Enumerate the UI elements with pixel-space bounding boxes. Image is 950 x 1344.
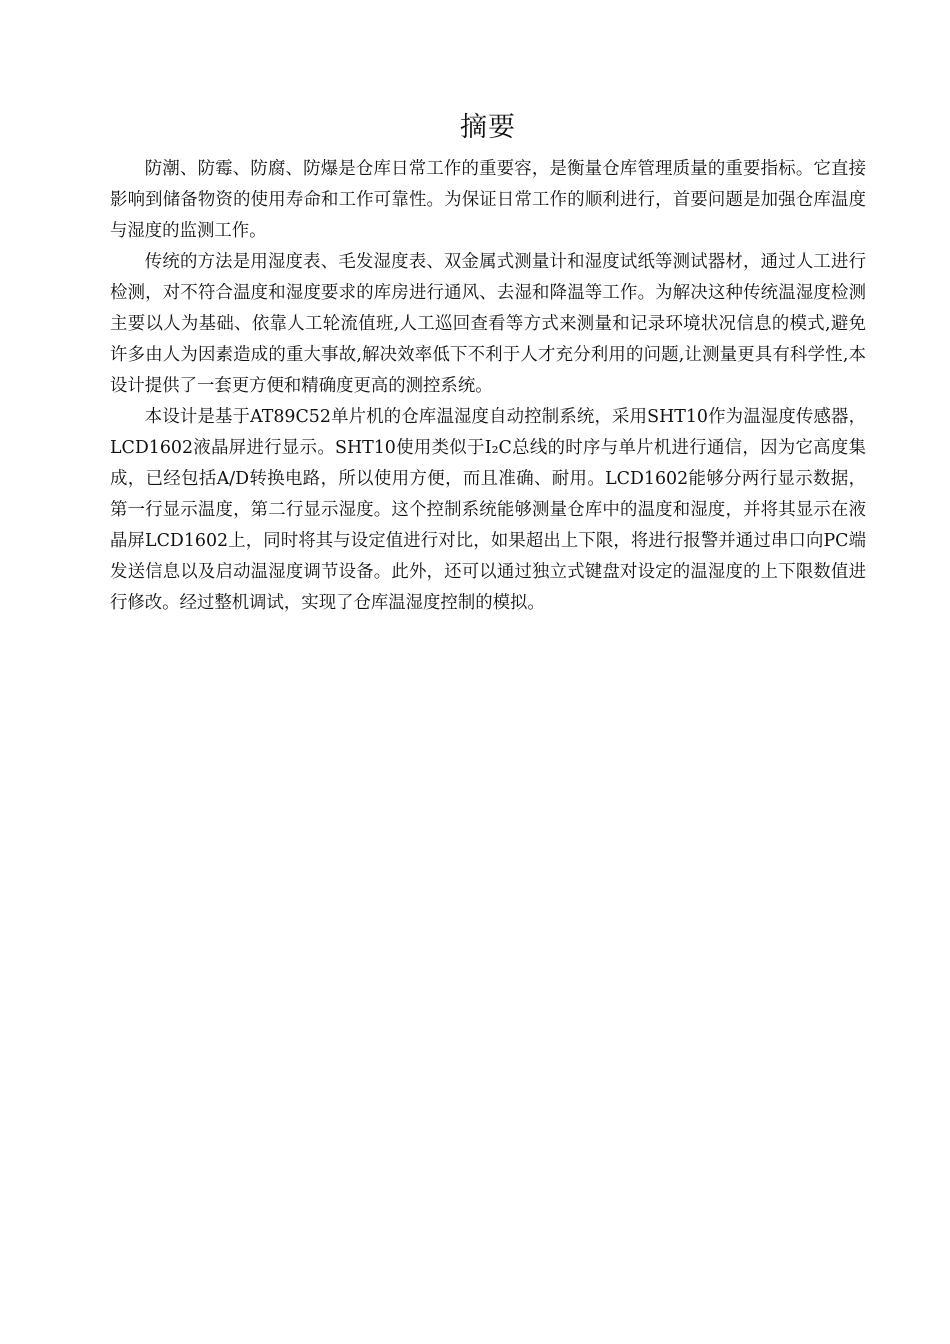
paragraph-3: 本设计是基于AT89C52单片机的仓库温湿度自动控制系统，采用SHT10作为温湿度传感器，LCD1602液晶屏进行显示。SHT10使用类似于I₂C总线的时序与单片机进行通信，因为它高度集成，已经包括A/D转换电路，所以使用方便，而且准确、耐用。LCD1602能够分两行显示数据，第一行显示温度，第二行显示湿度。这个控制系统能够测量仓库中的温度和湿度，并将其显示在液晶屏LCD1602上，同时将其与设定值进行对比，如果超出上下限，将进行报警并通过串口向PC端发送信息以及启动温湿度调节设备。此外，还可以通过独立式键盘对设定的温湿度的上下限数值进行修改。经过整机调试，实现了仓库温湿度控制的模拟。 (110, 407, 866, 613)
page-title: 摘要 (460, 112, 516, 143)
paragraph-2: 传统的方法是用湿度表、毛发湿度表、双金属式测量计和湿度试纸等测试器材，通过人工进行检测，对不符合温度和湿度要求的库房进行通风、去湿和降温等工作。为解决这种传统温湿度检测主要以人为基础、依靠人工轮流值班,人工巡回查看等方式来测量和记录环境状况信息的模式,避免许多由人为因素造成的重大事故,解决效率低下不利于人才充分利用的问题,让测量更具有科学性,本设计提供了一套更方便和精确度更高的测控系统。 (110, 252, 866, 396)
document-page (110, 108, 866, 619)
paragraph-1: 防潮、防霉、防腐、防爆是仓库日常工作的重要容，是衡量仓库管理质量的重要指标。它直接影响到储备物资的使用寿命和工作可靠性。为保证日常工作的顺利进行，首要问题是加强仓库温度与湿度的监测工作。 (110, 159, 866, 241)
